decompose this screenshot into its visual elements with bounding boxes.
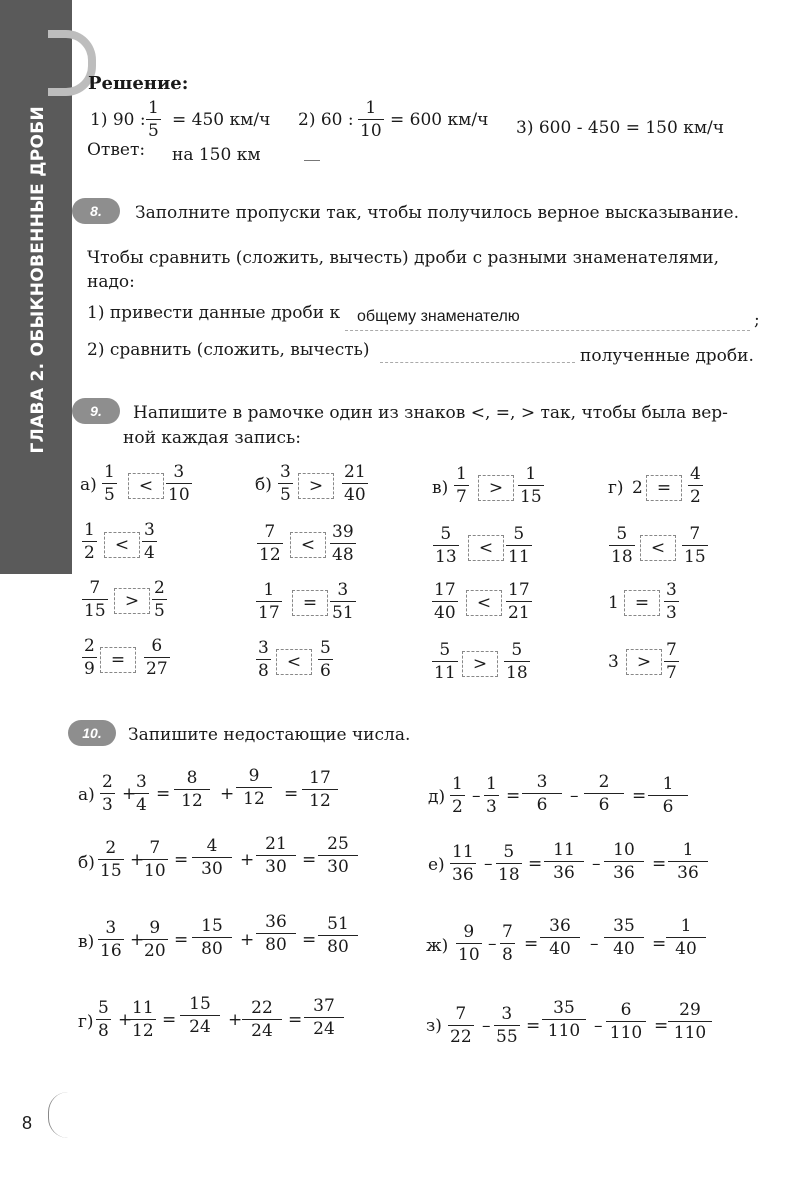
eq-d-eq2: = [632, 786, 647, 806]
eq-zh-eq2: = [652, 934, 667, 954]
cmp-r3c4-left: 1 [608, 593, 619, 613]
cmp-r1c3-box[interactable]: > [478, 475, 514, 501]
eq-zh-term1: 9 10 [458, 922, 480, 965]
eq-e-minus: – [592, 854, 601, 874]
eq-z-term2: 3 55 [496, 1004, 518, 1047]
eq-d-op: – [472, 786, 481, 806]
cmp-r3c1-left: 7 15 [84, 578, 106, 621]
task10-instruction: Запишите недостающие числа. [128, 725, 411, 745]
task8-text-line2: надо: [87, 272, 135, 292]
eq-zh-op: – [488, 934, 497, 954]
eq-d-term2: 1 3 [486, 774, 497, 817]
cmp-r3c3-right: 17 21 [508, 580, 530, 623]
eq-z-op: – [482, 1016, 491, 1036]
cmp-r2c1-box[interactable]: < [104, 532, 140, 558]
eq-z-term1: 7 22 [450, 1004, 472, 1047]
solution-step3: 3) 600 - 450 = 150 км/ч [516, 118, 725, 138]
cmp-r1c1-box[interactable]: < [128, 473, 164, 499]
cmp-r2c1-right: 3 4 [144, 520, 155, 563]
cmp-r1c2-right: 21 40 [344, 462, 366, 505]
eq-b-part2[interactable]: 21 30 [256, 834, 296, 877]
cmp-r4c2-right: 5 6 [320, 638, 331, 681]
cmp-r4c1-left: 2 9 [84, 636, 95, 679]
task9-label-v: в) [432, 478, 449, 498]
task8-item2: 2) сравнить (сложить, вычесть) [87, 340, 370, 360]
eq-v-result[interactable]: 51 80 [318, 914, 358, 957]
eq-a-plus: + [220, 784, 235, 804]
task9-label-g: г) [608, 478, 624, 498]
answer-dash [304, 160, 320, 161]
task8-item1-end: ; [754, 310, 760, 330]
cmp-r4c3-box[interactable]: > [462, 651, 498, 677]
solution-step1-result: = 450 км/ч [172, 110, 271, 130]
cmp-r4c1-right: 6 27 [146, 636, 168, 679]
cmp-r3c3-left: 17 40 [434, 580, 456, 623]
cmp-r1c1-right: 3 10 [168, 462, 190, 505]
eq-g-part2[interactable]: 22 24 [242, 998, 282, 1041]
eq-d-part1[interactable]: 3 6 [522, 772, 562, 815]
cmp-r3c2-left: 1 17 [258, 580, 280, 623]
cmp-r1c4-box[interactable]: = [646, 475, 682, 501]
eq-g-op: + [118, 1010, 133, 1030]
eq-v-term2: 9 20 [144, 918, 166, 961]
page-corner-mark [48, 1092, 69, 1138]
page-number: 8 [22, 1113, 33, 1133]
eq-g-eq1: = [162, 1010, 177, 1030]
cmp-r2c2-box[interactable]: < [290, 532, 326, 558]
eq-d-minus: – [570, 786, 579, 806]
eq-v-op: + [130, 930, 145, 950]
cmp-r2c3-right: 5 11 [508, 524, 530, 567]
eq-g-term2: 11 12 [132, 998, 154, 1041]
eq-d-result[interactable]: 1 6 [648, 774, 688, 817]
task9-label-b: б) [255, 475, 272, 495]
eq-v-eq1: = [174, 930, 189, 950]
eq-b-result[interactable]: 25 30 [318, 834, 358, 877]
eq-b-term2: 7 10 [144, 838, 166, 881]
eq-zh-minus: – [590, 934, 599, 954]
eq-a-eq2: = [284, 784, 299, 804]
eq-a-term1: 2 3 [102, 772, 113, 815]
eq-z-eq1: = [526, 1016, 541, 1036]
task9-instruction-line1: Напишите в рамочке один из знаков <, =, > так, чтобы была вер- [133, 403, 728, 423]
solution-step1-prefix: 1) 90 : [90, 110, 146, 130]
task9-instruction-line2: ной каждая запись: [123, 428, 302, 448]
eq-d-part2[interactable]: 2 6 [584, 772, 624, 815]
task10-label-v: в) [78, 932, 95, 952]
cmp-r4c3-right: 5 18 [506, 640, 528, 683]
solution-step2-fraction: 1 10 [360, 98, 382, 141]
cmp-r1c3-right: 1 15 [520, 464, 542, 507]
cmp-r4c2-left: 3 8 [258, 638, 269, 681]
solution-step1-fraction: 1 5 [148, 98, 159, 141]
eq-zh-result[interactable]: 1 40 [666, 916, 706, 959]
eq-a-part1[interactable]: 8 12 [174, 768, 210, 811]
eq-d-eq1: = [506, 786, 521, 806]
eq-b-part1[interactable]: 4 30 [192, 836, 232, 879]
solution-step2-prefix: 2) 60 : [298, 110, 354, 130]
eq-e-term1: 11 36 [452, 842, 474, 885]
eq-b-eq1: = [174, 850, 189, 870]
task10-label-d: д) [428, 787, 446, 807]
task8-item2-end: полученные дроби. [580, 346, 754, 366]
cmp-r2c1-left: 1 2 [84, 520, 95, 563]
eq-b-op: + [130, 850, 145, 870]
eq-v-part2[interactable]: 36 80 [256, 912, 296, 955]
eq-e-eq1: = [528, 854, 543, 874]
eq-z-part2[interactable]: 6 110 [606, 1000, 646, 1043]
cmp-r4c3-left: 5 11 [434, 640, 456, 683]
eq-e-result[interactable]: 1 36 [668, 840, 708, 883]
eq-z-part1[interactable]: 35 110 [542, 998, 586, 1041]
cmp-r1c3-left: 1 7 [456, 464, 467, 507]
task10-label-b: б) [78, 853, 95, 873]
cmp-r3c3-box[interactable]: < [466, 590, 502, 616]
eq-b-eq2: = [302, 850, 317, 870]
cmp-r2c4-right: 7 15 [684, 524, 706, 567]
eq-g-plus: + [228, 1010, 243, 1030]
eq-b-term1: 2 15 [100, 838, 122, 881]
task10-label-z: з) [426, 1016, 442, 1036]
answer-label: Ответ: [87, 140, 146, 160]
eq-e-term2: 5 18 [498, 842, 520, 885]
eq-zh-part1[interactable]: 36 40 [540, 916, 580, 959]
eq-a-part2[interactable]: 9 12 [236, 766, 272, 809]
cmp-r4c4-box[interactable]: > [626, 649, 662, 675]
eq-g-part1[interactable]: 15 24 [180, 994, 220, 1037]
cmp-r3c2-right: 3 51 [332, 580, 354, 623]
eq-g-result[interactable]: 37 24 [304, 996, 344, 1039]
cmp-r2c4-box[interactable]: < [640, 535, 676, 561]
task9-badge: 9. [72, 398, 120, 424]
cmp-r4c4-left: 3 [608, 652, 619, 672]
task10-label-g: г) [78, 1012, 94, 1032]
eq-z-eq2: = [654, 1016, 669, 1036]
cmp-r1c2-left: 3 5 [280, 462, 291, 505]
eq-e-part1[interactable]: 11 36 [544, 840, 584, 883]
eq-a-eq1: = [156, 784, 171, 804]
cmp-r3c1-right: 2 5 [154, 578, 165, 621]
eq-e-op: – [484, 854, 493, 874]
task8-item1-blank [345, 330, 750, 331]
eq-zh-term2: 7 8 [502, 922, 513, 965]
task8-item1: 1) привести данные дроби к [87, 303, 341, 323]
eq-z-result[interactable]: 29 110 [668, 1000, 712, 1043]
eq-g-eq2: = [288, 1010, 303, 1030]
eq-a-result[interactable]: 17 12 [302, 768, 338, 811]
cmp-r3c4-right: 3 3 [666, 580, 677, 623]
eq-v-part1[interactable]: 15 80 [192, 916, 232, 959]
cmp-r2c3-left: 5 13 [435, 524, 457, 567]
cmp-r2c2-right: 39 48 [332, 522, 354, 565]
cmp-r1c4-left: 2 [632, 478, 643, 498]
cmp-r2c2-left: 7 12 [259, 522, 281, 565]
cmp-r4c2-box[interactable]: < [276, 649, 312, 675]
eq-g-term1: 5 8 [98, 998, 109, 1041]
eq-z-minus: – [594, 1016, 603, 1036]
task10-label-e: е) [428, 855, 445, 875]
eq-a-op: + [122, 784, 137, 804]
answer-value: на 150 км [172, 145, 261, 165]
solution-heading: Решение: [88, 73, 189, 94]
task8-text-line1: Чтобы сравнить (сложить, вычесть) дроби с разными знаменателями, [87, 248, 720, 268]
task10-label-a: а) [78, 785, 95, 805]
eq-v-plus: + [240, 930, 255, 950]
cmp-r4c1-box[interactable]: = [100, 647, 136, 673]
eq-v-eq2: = [302, 930, 317, 950]
eq-zh-part2[interactable]: 35 40 [604, 916, 644, 959]
task8-item2-blank [380, 362, 575, 363]
cmp-r3c1-box[interactable]: > [114, 588, 150, 614]
task9-label-a: а) [80, 475, 97, 495]
task10-label-zh: ж) [426, 936, 449, 956]
task8-instruction: Заполните пропуски так, чтобы получилось верное высказывание. [135, 203, 740, 223]
chapter-title: ГЛАВА 2. ОБЫКНОВЕННЫЕ ДРОБИ [28, 106, 48, 454]
eq-v-term1: 3 16 [100, 918, 122, 961]
cmp-r1c2-box[interactable]: > [298, 473, 334, 499]
eq-e-eq2: = [652, 854, 667, 874]
task8-badge: 8. [72, 198, 120, 224]
cmp-r2c3-box[interactable]: < [468, 535, 504, 561]
solution-step2-result: = 600 км/ч [390, 110, 489, 130]
cmp-r3c2-box[interactable]: = [292, 590, 328, 616]
eq-e-part2[interactable]: 10 36 [604, 840, 644, 883]
task8-item1-answer: общему знаменателю [357, 308, 520, 325]
cmp-r4c4-right: 7 7 [666, 640, 677, 683]
task10-badge: 10. [68, 720, 116, 746]
eq-zh-eq1: = [524, 934, 539, 954]
cmp-r1c4-right: 4 2 [690, 464, 701, 507]
eq-d-term1: 1 2 [452, 774, 463, 817]
cmp-r2c4-left: 5 18 [611, 524, 633, 567]
cmp-r3c4-box[interactable]: = [624, 590, 660, 616]
eq-a-term2: 3 4 [136, 772, 147, 815]
cmp-r1c1-left: 1 5 [104, 462, 115, 505]
eq-b-plus: + [240, 850, 255, 870]
